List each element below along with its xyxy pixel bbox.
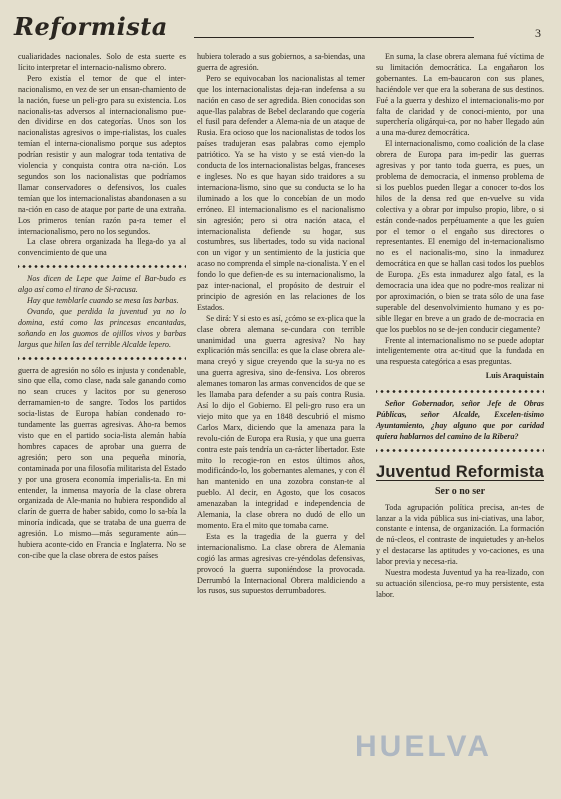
satire-paragraph: Nos dicen de Lepe que Jaime el Bar-budo es algo así como el tirano de Si-racusa. [18,274,186,295]
paragraph: Pero existía el temor de que el inter-nacionalismo, en vez de ser un ensan-chamiento de la nación, fuese un peli-gro para su existencia. Los nacionalis-tas adversos al internacionalismo pue-den dividirse en dos categorías. Unos son los nacionalistas agresivos o impe-rialistas, los cuales temían el interna-cionalismo porque sus adeptos podrían resistir y aun malograr toda tentativa de violencia y conquista contra otra na-ción. Los segundos son los nacionalistas que podríamos llamar conservadores o defensivos, los cuales temían que los internacionalistas abandonasen a su na-ción en caso de ataque por parte de una extraña. Los primeros tenían razón pa-ra temer el internacionalismo, pero no los segundos. [18,73,186,236]
masthead [14,12,549,48]
paragraph: Se dirá: Y si esto es así, ¿cómo se ex-plica que la clase obrera alemana se-cundara con terrible unanimidad una guerra agresiva? No hay explicación más sencilla: es que la clase obrera ale-mana creyó y sigue creyendo que la su-ya no es una guerra agresiva, sino de-fensiva. Los obreros alemanes tomaron las armas convencidos de que se les llamaba para defender a su país contra Rusia. Así lo dijo el Gobierno. El peli-gro ruso era un viejo mito que ya en 1848 descubrió el mismo Carlos Marx, diciendo que la amenaza para la revolu-ción de Europa era Rusia, y que una guerra contra este país tendría un ca-rácter libertador. Este mito lo recogie-ron en estos últimos años, modificándo-lo, los gobernantes alemanes, y con él han mantenido en una zozobra constan-te al pueblo. Al decir, en Agosto, que los cosacos amenazaban la integridad e independencia de Alemania, la clase obrera no dudó de ello un momento. Era el mito que tomaba carne. [197,313,365,530]
paragraph: La clase obrera organizada ha llega-do ya al convencimiento de que una [18,237,186,258]
paragraph: cualiaridades nacionales. Solo de esta suerte es lícito interpretar el internacio-nalismo obrero. [18,52,186,72]
dotted-separator [376,387,544,396]
paragraph: Frente al internacionalismo no se puede adoptar inteligentemente otra ac-titud que la fundada en una respuesta categórica a esas preguntas. [376,335,544,367]
column-3 [376,52,544,601]
dotted-separator [18,262,186,271]
open-letter-quote: Señor Gobernador, señor Jefe de Obras Públicas, señor Alcalde, Excelen-tísimo Ayuntamiento, ¿hay alguno que por caridad quiera hablarnos del camino de la Ribera? [376,399,544,441]
page-number: 3 [535,26,541,40]
column-2 [197,52,365,597]
library-watermark: HUELVA [355,730,492,763]
section-subheadline: Ser o no ser [434,485,486,497]
satire-paragraph: Hay que temblarle cuando se mesa las barbas. [27,296,179,306]
column-1 [18,52,186,562]
paragraph: Esta es la tragedia de la guerra y del internacionalismo. La clase obrera de Alemania cogió las armas agresivas cre-yéndolas defensivas, provocó la guerra suponiéndose la provocada. Derrumbó la Internacional Obrera maldiciendo a los rusos, sus supuestos derrumbadores. [197,531,365,596]
paragraph: guerra de agresión no sólo es injusta y condenable, sino que ella, como clase, nada sale ganando como no sean cruces y lacitos por su generoso derramamien-to de sangre. Todos los partidos socia-listas de Europa habían condenado ro-tundamente las guerras agresivas. Aho-ra bemos visto que en el partido socia-lista alemán había hombres capaces de aprobar una guerra de agresión; pero son una pequeña minoría, contaminada por una filosofía militarista del Estado y por una grosera economía imperialis-ta. En mi entender, la inmensa mayoría de la clase obrera organizada de Ale-mania no hubiera respondido al clarín de guerra de haber sabido, como lo sa-bía la minoría indicada, que se trataba de una guerra de agresión. Lo mismo—más seguramente aún—hubiera aconte-cido en Francia e Inglaterra. No se con-cibe que la clase obrera de estos países [18,365,186,560]
masthead-rule [194,37,474,38]
dotted-separator [376,446,544,455]
author-signature: Luis Araquistain [485,371,544,381]
dotted-separator [18,354,186,363]
masthead-logo: Reformista [14,12,168,41]
paragraph: Toda agrupación política precisa, an-tes de lanzar a la vida pública sus ini-ciativas, una labor, constante e intensa, de organización. La formación de nú-cleos, el contraste de inquietudes y an-helos y el destacarse las aptitudes y vo-caciones, es una labor previa y necesa-ria. [376,502,544,567]
section-headline: Juventud Reformista [376,462,544,481]
paragraph: hubiera tolerado a sus gobiernos, a sa-biendas, una guerra de agresión. [197,52,365,72]
paragraph: En suma, la clase obrera alemana fué víctima de su limitación democrática. La engañaron los gobernantes. La em-baucaron con sus planes, haciéndole ver que era la soberana de sus destinos. Fué a la guerra y deshizo el internacionalis-mo por falta de claridad y de conoci-miento, por una superchería oligárqui-ca, por no haber llegado aún a una ma-durez democrática. [376,52,544,138]
paragraph: Nuestra modesta Juventud ya ha rea-lizado, con su actuación silenciosa, pe-ro muy persistente, esta labor. [376,568,544,599]
paragraph: Pero se equivocaban los nacionalistas al temer que los internacionalistas deja-ran indefensa a su nación en caso de ser agredida. Bien conocidas son aque-llas palabras de Bebel declarando que cogería el fusil para defender a Alema-nia de un ataque de Rusia. Era ocioso que los nacionalistas de todos los países tradujeran esas palabras como ejemplo patriótico. Ya se ha visto y se está vien-do la conducta de los internacionalistas belgas, franceses e ingleses. No es que hayan sido traidores a su internaciona-lismo, sino que su conducta se lo ha iluminado a los que lo concebían de un modo erróneo. El internacionalismo es el nacionalismo sin agresión; pero si otra nación ataca, el internacionalista defiende su hogar, sus costumbres, sus libertades, todo su vida nacional con un vigor y un sentimiento de la justicia que acaso no comprenda el simple na-cionalista. Y en el fondo lo que defien-de es su internacionalismo, la paz inter-nacional, el propósito de destruir el principio de agresión en las relaciones de los Estados. [197,73,365,312]
satire-paragraph: Ovando, que perdida la juventud ya no lo domina, está como las princesas encantadas, soñando en los guomos de ojillos vivos y barbas largus que hilen las del terrible Alcalde lepero. [18,306,186,349]
paragraph: El internacionalismo, como coalición de la clase obrera de Europa para im-pedir las guerras agresivas y por tanto toda guerra, es pues, un problema de democracia, el inmenso problema de si los pueblos pueden llegar a conocer to-dos los hilos de la densa red que en-vuelve su vida colectiva y a obrar por impulso propio, libre, o si están conde-nados perpétuamente a que les guíen por el temor o el engaño sus directores o representantes. El enemigo del in-ternacionalismo no es el nacionalis-mo, sino la inmadurez democrática en que se hallan casi todos los pueblos de Europa. ¿Es esta inmadurez algo fatal, es la democracia una idea que no podre-mos realizar ni por aproximación, o bien se trata sólo de una fase superable del desenvolvimiento humano y es po-sible llegar en breve a un grado de de-mocracia en que los pueblos no se de-jen conducir ciegamente? [376,139,544,334]
